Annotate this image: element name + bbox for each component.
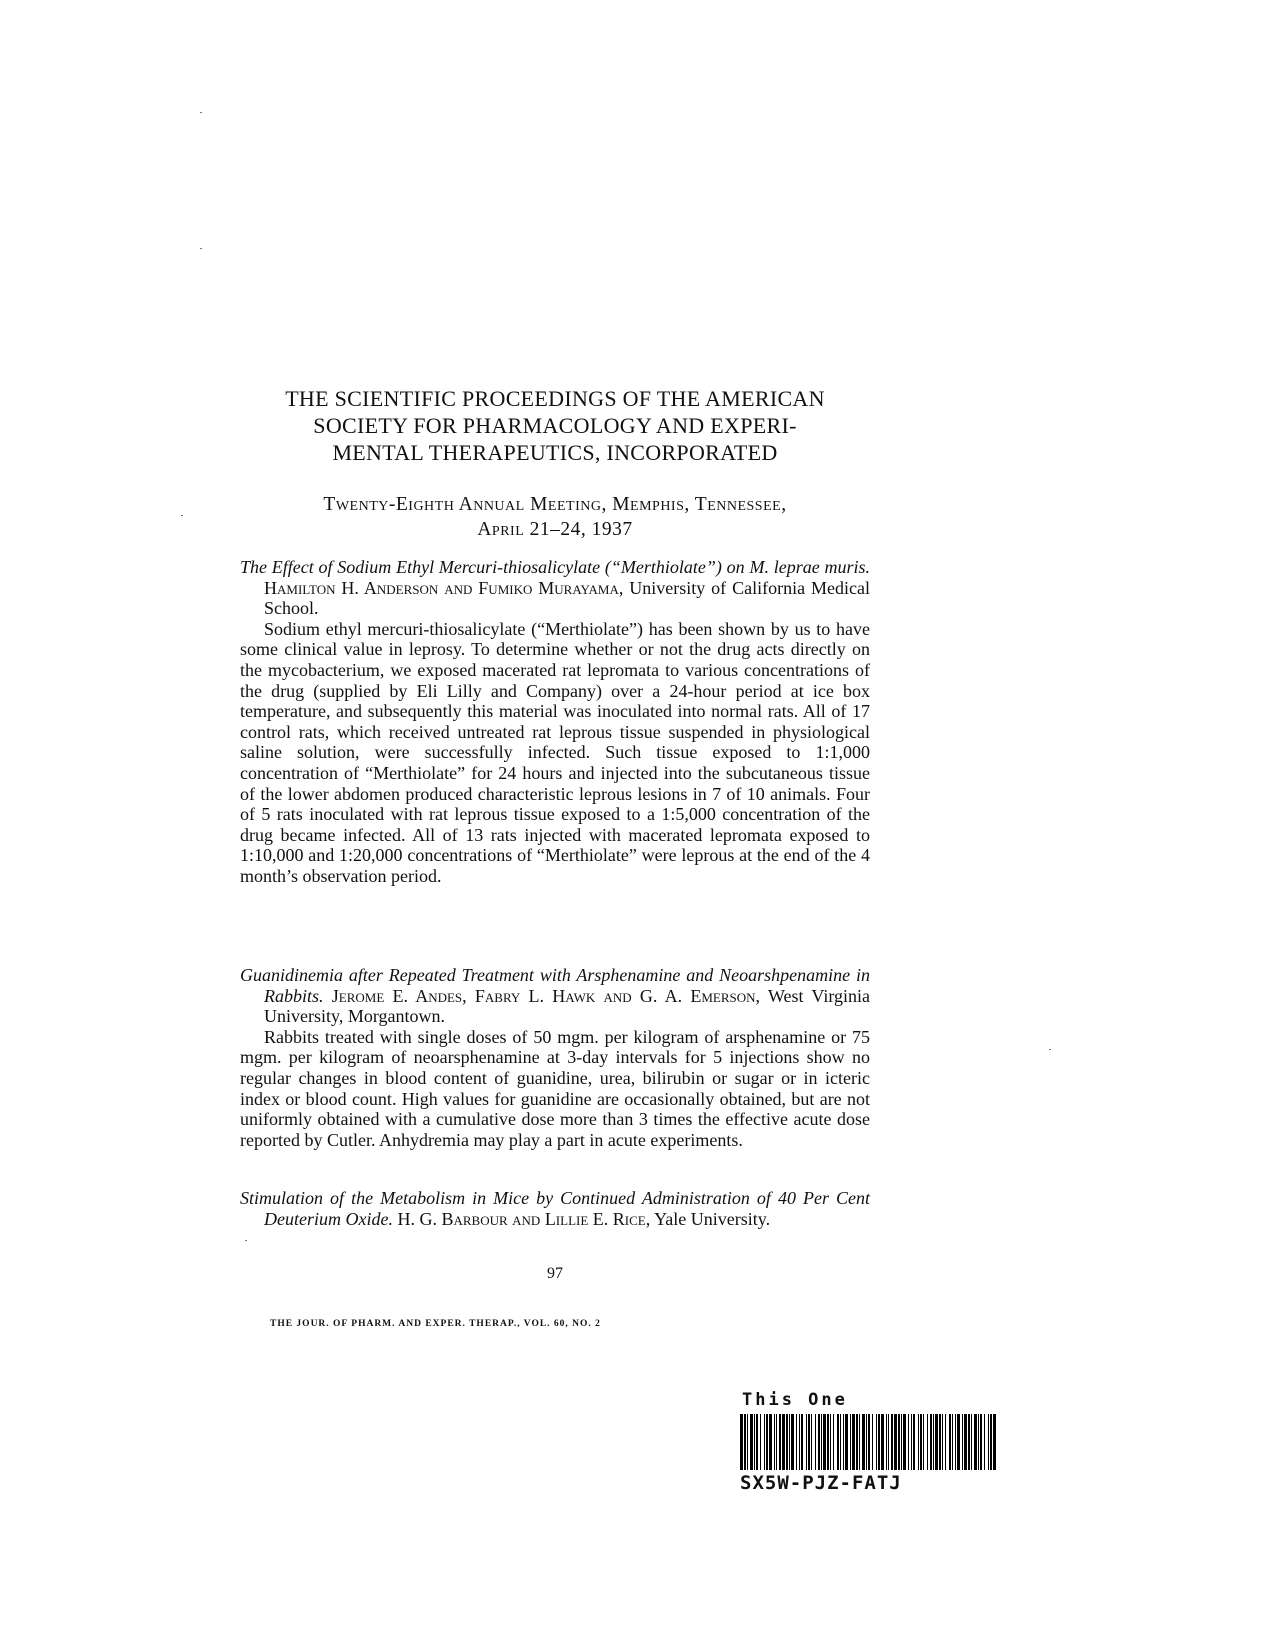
barcode-bar: [830, 1414, 831, 1470]
barcode-bar: [852, 1414, 855, 1470]
barcode-icon: [740, 1414, 996, 1470]
barcode-bar: [866, 1414, 867, 1470]
barcode-bar: [850, 1414, 851, 1470]
abstract-authors: Hamilton H. Anderson and Fumiko Murayama,: [264, 577, 624, 598]
stamp-label: This One: [742, 1390, 848, 1410]
abstract-heading: [240, 1188, 870, 1229]
scan-speck: [200, 112, 202, 113]
barcode-bar: [845, 1414, 848, 1470]
barcode-bar: [808, 1414, 810, 1470]
barcode-bar: [927, 1414, 928, 1470]
barcode-bar: [750, 1414, 753, 1470]
page-title: [240, 385, 870, 466]
barcode-bar: [886, 1414, 887, 1470]
abstract-heading: [240, 557, 870, 619]
scan-speck: [245, 1240, 247, 1241]
barcode-bar: [843, 1414, 844, 1470]
scan-speck: [181, 515, 183, 516]
barcode-bar: [971, 1414, 972, 1470]
barcode-bar: [821, 1414, 822, 1470]
barcode-bar: [993, 1414, 996, 1470]
barcode-bar: [764, 1414, 765, 1470]
barcode-bar: [862, 1414, 865, 1470]
barcode-bar: [766, 1414, 768, 1470]
abstract-title: Stimulation of the Metabolism in Mice by Continued Administration of 40 Per Cent Deuterium Oxide.: [240, 1188, 870, 1229]
barcode-bar: [942, 1414, 943, 1470]
abstract-title: The Effect of Sodium Ethyl Mercuri-thiosalicylate (“Merthiolate”) on M. leprae muris.: [240, 557, 870, 577]
barcode-bar: [957, 1414, 960, 1470]
barcode-bar: [974, 1414, 977, 1470]
barcode-bar: [962, 1414, 963, 1470]
barcode-bar: [952, 1414, 953, 1470]
abstract-affiliation: University of California Medical School.: [264, 577, 870, 619]
abstract-affiliation: West Virginia University, Morgantown.: [264, 985, 870, 1027]
barcode-bar: [876, 1414, 877, 1470]
barcode-bar: [949, 1414, 951, 1470]
barcode-bar: [945, 1414, 946, 1470]
title-line-1: THE SCIENTIFIC PROCEEDINGS OF THE AMERICAN: [285, 386, 825, 411]
barcode-bar: [964, 1414, 967, 1470]
barcode-bar: [833, 1414, 834, 1470]
journal-footer: THE JOUR. OF PHARM. AND EXPER. THERAP., VOL. 60, NO. 2: [270, 1319, 601, 1329]
barcode-bar: [818, 1414, 820, 1470]
barcode-bar: [779, 1414, 781, 1470]
barcode-bar: [769, 1414, 772, 1470]
barcode-bar: [980, 1414, 982, 1470]
meeting-subtitle: [240, 492, 870, 542]
barcode-bar: [923, 1414, 924, 1470]
barcode-bar: [978, 1414, 979, 1470]
title-line-3: MENTAL THERAPEUTICS, INCORPORATED: [332, 440, 778, 465]
barcode-bar: [801, 1414, 803, 1470]
barcode-bar: [984, 1414, 985, 1470]
page-number: 97: [547, 1265, 563, 1282]
barcode-bar: [888, 1414, 889, 1470]
barcode-bar: [740, 1414, 743, 1470]
abstract-body: Sodium ethyl mercuri-thiosalicylate (“Merthiolate”) has been shown by us to have some clinical value in leprosy. To determine whether or not the drug acts directly on the mycobacterium, we exposed macerated rat lepromata to various concentrations of the drug (supplied by Eli Lilly and Company) over a 24-hour period at ice box temperature, and subsequently this material was inoculated into normal rats. All of 17 control rats, which received untreated rat leprous tissue suspended in physiological saline solution, were successfully infected. Such tissue exposed to 1:1,000 concentration of “Merthiolate” for 24 hours and injected into the subcutaneous tissue of the lower abdomen produced characteristic leprous lesions in 7 of 10 animals. Four of 5 rats inoculated with rat leprous tissue exposed to a 1:5,000 concentration of the drug became infected. All of 13 rats injected with macerated lepromata exposed to 1:10,000 and 1:20,000 concentrations of “Merthiolate” were leprous at the end of the 4 month’s observation period.: [240, 618, 870, 886]
barcode-bar: [878, 1414, 880, 1470]
barcode-bar: [806, 1414, 807, 1470]
barcode-bar: [782, 1414, 785, 1470]
barcode-bar: [799, 1414, 800, 1470]
barcode-bar: [856, 1414, 858, 1470]
abstract-affiliation: Yale University.: [654, 1208, 771, 1229]
barcode-bar: [898, 1414, 900, 1470]
barcode-bar: [894, 1414, 897, 1470]
abstract-title: Guanidinemia after Repeated Treatment with Arsphenamine and Neoarshpenamine in Rabbits.: [240, 965, 870, 1006]
barcode-bar: [811, 1414, 812, 1470]
barcode-bar: [837, 1414, 839, 1470]
abstract-body: Rabbits treated with single doses of 50 mgm. per kilogram of arsphenamine or 75 mgm. per kilogram of neoarsphenamine at 3-day intervals for 5 injections show no regular changes in blood content of guanidine, urea, bilirubin or sugar or in icteric index or blood count. High values for guanidine are occasionally obtained, but are not uniformly obtained with a cumulative dose more than 3 times the effective acute dose reported by Cutler. Anhydremia may play a part in acute experiments.: [240, 1026, 870, 1150]
barcode-bar: [911, 1414, 912, 1470]
barcode-bar: [776, 1414, 777, 1470]
barcode-bar: [827, 1414, 829, 1470]
abstract-entry: [240, 557, 870, 887]
barcode-bar: [774, 1414, 775, 1470]
barcode-bar: [881, 1414, 884, 1470]
barcode-bar: [872, 1414, 873, 1470]
barcode-bar: [918, 1414, 919, 1470]
barcode-bar: [823, 1414, 826, 1470]
barcode-bar: [815, 1414, 816, 1470]
barcode-bar: [933, 1414, 934, 1470]
title-line-2: SOCIETY FOR PHARMACOLOGY AND EXPERI-: [313, 413, 797, 438]
barcode-bar: [791, 1414, 794, 1470]
barcode-bar: [786, 1414, 788, 1470]
abstract-entry: [240, 1188, 870, 1229]
scan-speck: [200, 248, 202, 249]
barcode-bar: [868, 1414, 870, 1470]
barcode-bar: [891, 1414, 893, 1470]
scan-speck: [1049, 1049, 1051, 1050]
barcode-bar: [789, 1414, 790, 1470]
barcode-bar: [968, 1414, 970, 1470]
barcode-bar: [903, 1414, 906, 1470]
barcode-bar: [990, 1414, 992, 1470]
barcode-bar: [747, 1414, 748, 1470]
abstract-authors: Jerome E. Andes, Fabry L. Hawk and G. A. Emerson,: [331, 985, 761, 1006]
barcode-bar: [859, 1414, 860, 1470]
abstract-authors: H. G. Barbour and Lillie E. Rice,: [397, 1208, 651, 1229]
barcode-bar: [796, 1414, 797, 1470]
meeting-line-1: Twenty-Eighth Annual Meeting, Memphis, Tennessee,: [323, 494, 787, 515]
barcode-bar: [955, 1414, 956, 1470]
barcode-bar: [840, 1414, 841, 1470]
abstract-entry: [240, 965, 870, 1150]
meeting-line-2: April 21–24, 1937: [477, 519, 633, 540]
barcode-bar: [756, 1414, 758, 1470]
barcode-bar: [908, 1414, 909, 1470]
barcode-bar: [939, 1414, 941, 1470]
barcode-bar: [744, 1414, 746, 1470]
barcode-bar: [935, 1414, 938, 1470]
abstract-heading: [240, 965, 870, 1027]
library-stamp: [740, 1390, 1000, 1494]
barcode-bar: [760, 1414, 761, 1470]
barcode-bar: [920, 1414, 922, 1470]
barcode-bar: [754, 1414, 755, 1470]
barcode-bar: [901, 1414, 902, 1470]
stamp-code: SX5W-PJZ-FATJ: [740, 1472, 902, 1494]
barcode-bar: [913, 1414, 915, 1470]
barcode-bar: [930, 1414, 932, 1470]
barcode-bar: [988, 1414, 989, 1470]
